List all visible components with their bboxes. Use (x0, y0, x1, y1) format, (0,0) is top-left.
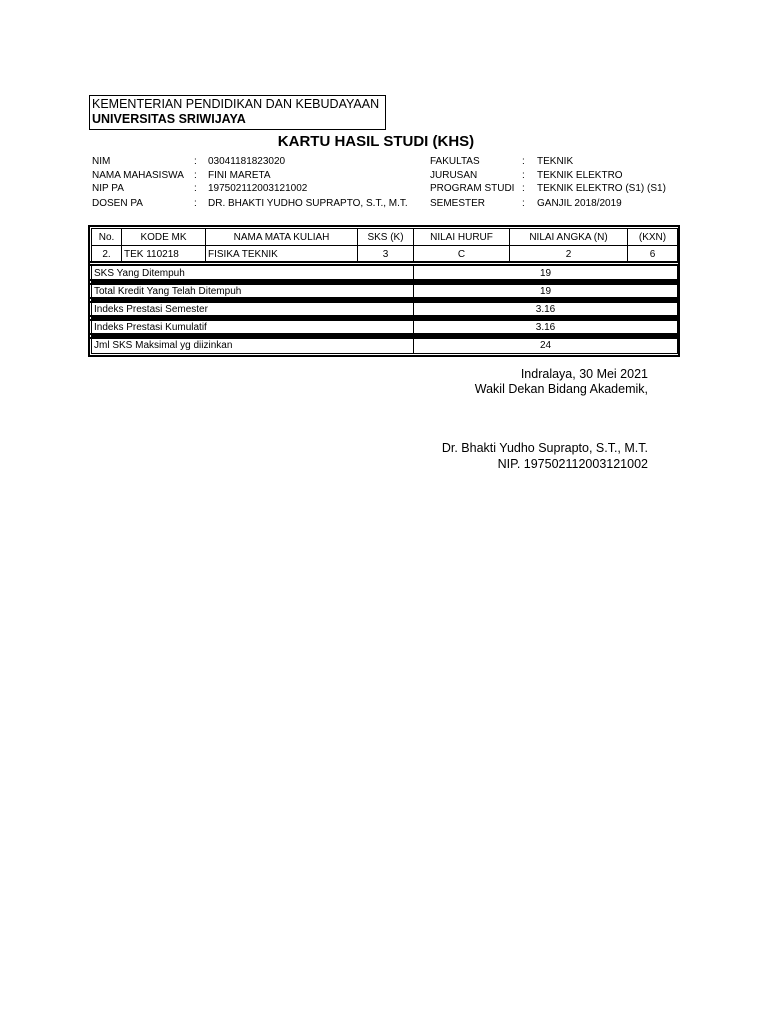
cell-nama-mk: FISIKA TEKNIK (206, 246, 358, 263)
info-separator: : (522, 198, 525, 209)
info-value-jurusan: TEKNIK ELEKTRO (537, 170, 623, 181)
info-separator: : (194, 156, 197, 167)
summary-row (92, 337, 678, 354)
summary-value: 24 (414, 337, 678, 354)
info-separator: : (194, 170, 197, 181)
col-header: SKS (K) (358, 229, 414, 246)
cell-nilai-huruf: C (414, 246, 510, 263)
summary-value: 19 (414, 265, 678, 282)
signature-position: Wakil Dekan Bidang Akademik, (474, 382, 648, 396)
table-row (92, 246, 678, 263)
col-header: NILAI HURUF (414, 229, 510, 246)
cell-nilai-angka: 2 (510, 246, 628, 263)
info-value-nip-pa: 197502112003121002 (208, 183, 308, 194)
university-name: UNIVERSITAS SRIWIJAYA (92, 112, 246, 126)
summary-table (91, 336, 678, 354)
summary-value: 3.16 (414, 319, 678, 336)
summary-label: Total Kredit Yang Telah Ditempuh (92, 283, 414, 300)
table-header-row (92, 229, 678, 246)
summary-label: Indeks Prestasi Semester (92, 301, 414, 318)
cell-no: 2. (92, 246, 122, 263)
info-value-nim: 03041181823020 (208, 156, 286, 167)
summary-label: SKS Yang Ditempuh (92, 265, 414, 282)
signatory-nip: NIP. 197502112003121002 (497, 457, 648, 471)
grades-table-frame (88, 225, 680, 266)
info-separator: : (522, 183, 525, 194)
col-header: No. (92, 229, 122, 246)
info-label: JURUSAN (430, 170, 478, 181)
summary-row-frame (88, 333, 680, 357)
info-label: NIM (92, 156, 111, 167)
info-separator: : (194, 198, 197, 209)
info-value-name: FINI MARETA (208, 170, 271, 181)
info-value-program-studi: TEKNIK ELEKTRO (S1) (S1) (537, 183, 666, 194)
info-label: NIP PA (92, 183, 124, 194)
cell-kxn: 6 (628, 246, 678, 263)
info-value-semester: GANJIL 2018/2019 (537, 198, 622, 209)
summary-value: 3.16 (414, 301, 678, 318)
info-separator: : (522, 170, 525, 181)
summary-label: Indeks Prestasi Kumulatif (92, 319, 414, 336)
col-header: (KXN) (628, 229, 678, 246)
info-separator: : (522, 156, 525, 167)
info-label: PROGRAM STUDI (430, 183, 515, 194)
grades-table (91, 228, 678, 263)
col-header: NAMA MATA KULIAH (206, 229, 358, 246)
signature-place-date: Indralaya, 30 Mei 2021 (520, 367, 648, 381)
info-label: DOSEN PA (92, 198, 143, 209)
ministry-name: KEMENTERIAN PENDIDIKAN DAN KEBUDAYAAN (92, 97, 380, 111)
summary-value: 19 (414, 283, 678, 300)
summary-label: Jml SKS Maksimal yg diizinkan (92, 337, 414, 354)
info-label: FAKULTAS (430, 156, 480, 167)
document-title: KARTU HASIL STUDI (KHS) (277, 133, 475, 150)
info-separator: : (194, 183, 197, 194)
col-header: NILAI ANGKA (N) (510, 229, 628, 246)
cell-kode-mk: TEK 110218 (122, 246, 206, 263)
info-value-dosen-pa: DR. BHAKTI YUDHO SUPRAPTO, S.T., M.T. (208, 198, 408, 209)
cell-sks: 3 (358, 246, 414, 263)
info-value-fakultas: TEKNIK (537, 156, 574, 167)
info-label: NAMA MAHASISWA (92, 170, 184, 181)
signatory-name: Dr. Bhakti Yudho Suprapto, S.T., M.T. (441, 441, 648, 455)
col-header: KODE MK (122, 229, 206, 246)
info-label: SEMESTER (430, 198, 486, 209)
